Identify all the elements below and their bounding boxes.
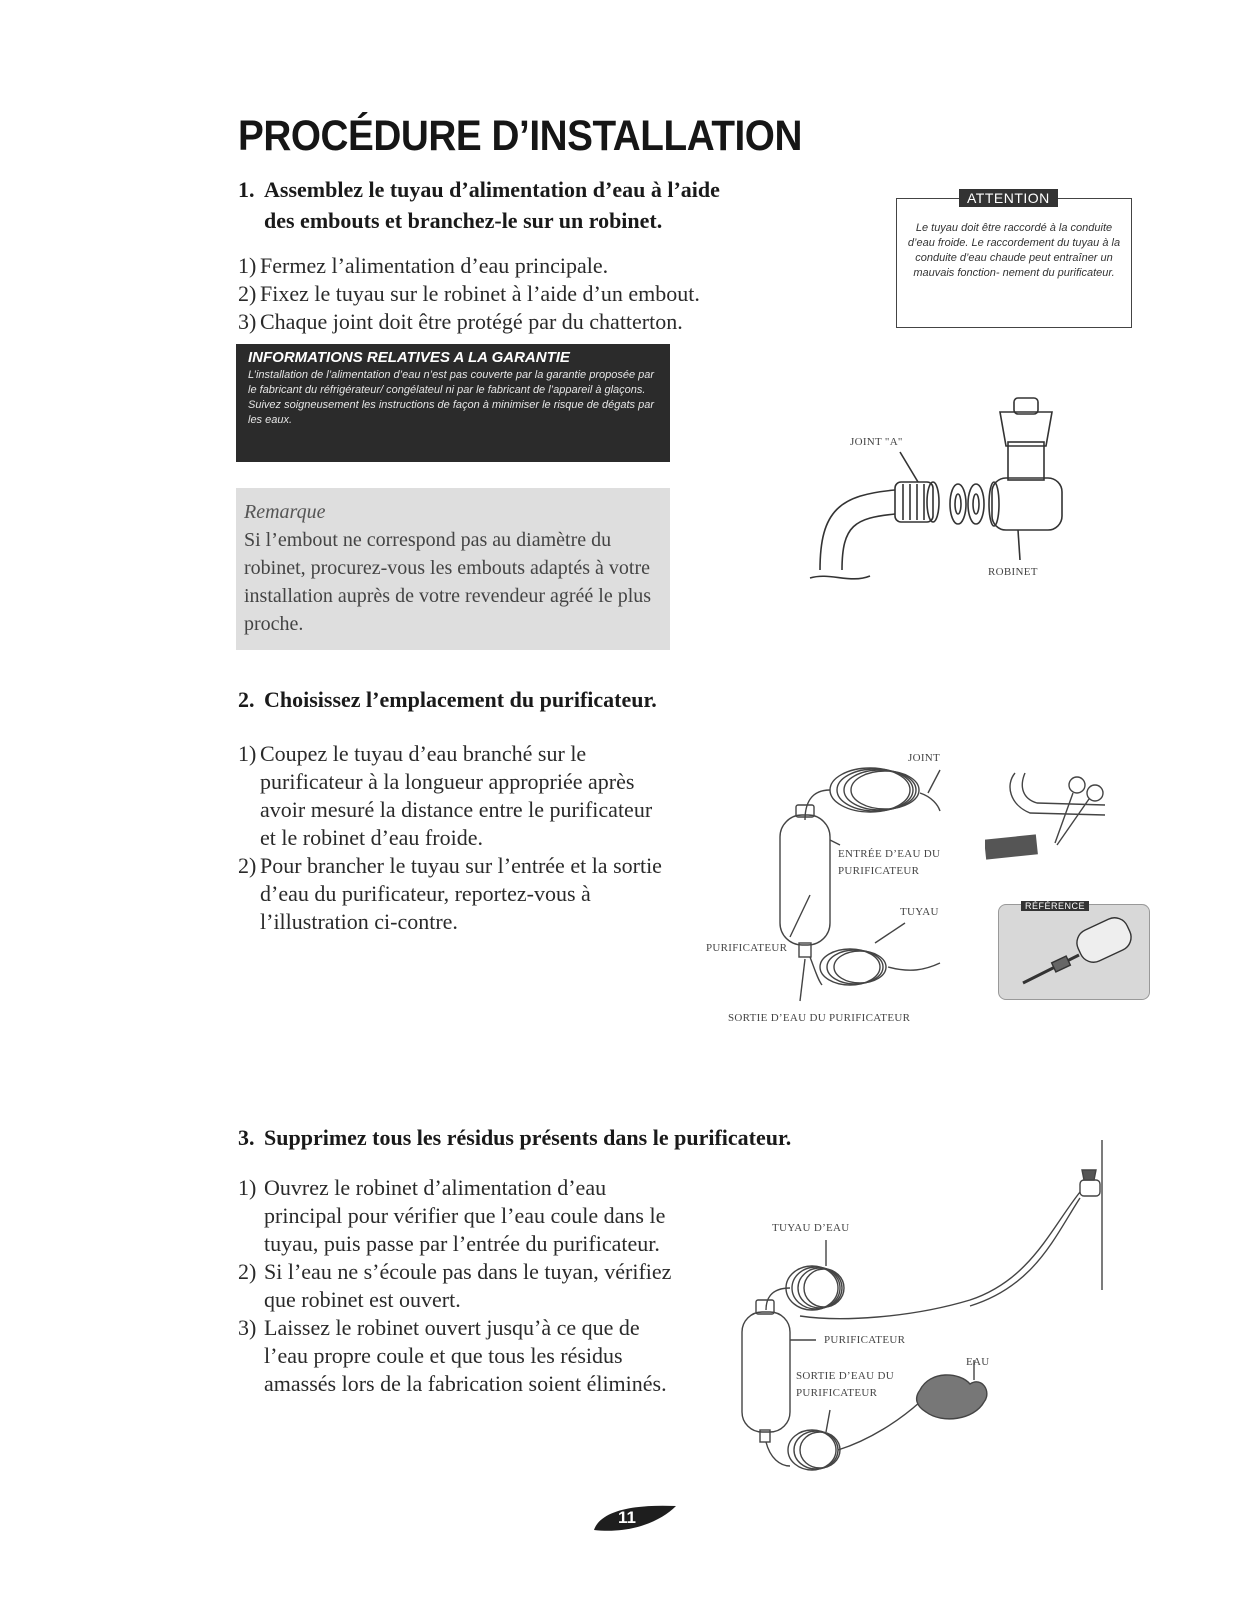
section-1-heading [238, 174, 838, 236]
water-label: EAU [966, 1356, 990, 1368]
note-title: Remarque [244, 501, 326, 523]
cut-hose-segment-icon [985, 834, 1038, 859]
purifier-cartridge-icon [780, 815, 830, 945]
washer-icon [950, 484, 966, 524]
reference-box [998, 901, 1150, 1000]
faucet-hose-illustration [800, 390, 1100, 590]
note-text: Si l’embout ne correspond pas au diamètre du robinet, procurez-vous les embouts adaptés à votre installation auprès de votre revendeur agréé le plus proche. [244, 529, 652, 635]
joint-a-label: JOINT "A" [850, 436, 903, 448]
list-item: 1) Ouvrez le robinet d’alimentation d’eau principal pour vérifier que l’eau coule dans le tuyau, puis passe par l’entrée du purificateur. [238, 1175, 666, 1256]
section-2-heading: 2. Choisissez l’emplacement du purificateur. [238, 684, 657, 715]
section-3-steps [238, 1174, 678, 1398]
purifier-cartridge-icon [742, 1312, 790, 1432]
purifier-outlet-label: SORTIE D’EAU DU PURIFICATEUR [728, 1012, 911, 1024]
reference-tag: RÉFÉRENCE [1021, 901, 1089, 911]
section-1-number: 1. [238, 177, 255, 202]
page-title: PROCÉDURE D’INSTALLATION [238, 112, 802, 160]
purifier-hose-illustration [700, 745, 1000, 1015]
attention-box [896, 190, 1132, 328]
purifier-flush-illustration [730, 1140, 1130, 1480]
list-item: 2) Pour brancher le tuyau sur l’entrée et la sortie d’eau du purificateur, reportez-vous à l’illustration ci-contre. [238, 853, 662, 934]
warranty-box [236, 344, 670, 462]
purifier-label: PURIFICATEUR [824, 1334, 906, 1346]
hose-label: TUYAU [900, 906, 939, 918]
list-item: 3) Chaque joint doit être protégé par du chatterton. [238, 309, 683, 334]
section-1 [238, 174, 838, 336]
note-box [236, 488, 670, 650]
section-1-heading-line2: des embouts et branchez-le sur un robinet. [264, 208, 663, 233]
scissors-icon [1069, 777, 1085, 793]
hose-coil-icon [788, 1430, 840, 1470]
section-3-number: 3. [238, 1125, 255, 1150]
hose-coil-icon [786, 1266, 844, 1310]
section-3-heading: 3. Supprimez tous les résidus présents dans le purificateur. [238, 1122, 791, 1153]
joint-label: JOINT [908, 752, 941, 764]
section-2-number: 2. [238, 687, 255, 712]
water-hose-label: TUYAU D’EAU [772, 1222, 850, 1234]
warranty-title: INFORMATIONS RELATIVES A LA GARANTIE [248, 349, 570, 366]
list-item: 2) Fixez le tuyau sur le robinet à l’aide d’un embout. [238, 281, 700, 306]
list-item: 3) Laissez le robinet ouvert jusqu’à ce que de l’eau propre coule et que tous les résidus amassés lors de la fabrication soient éliminés. [238, 1315, 667, 1396]
warranty-text: L’installation de l’alimentation d’eau n’est pas couverte par la garantie proposée par le fabricant du réfrigérateur/ congélateul ni par le fabricant de l’appareil à glaçons. Suivez soigneusement les instructions de façon à minimiser le risque de dégats par les eaux. [248, 369, 655, 426]
faucet-label: ROBINET [988, 566, 1038, 578]
faucet-icon [992, 478, 1062, 530]
section-1-steps [238, 252, 838, 336]
list-item: 2) Si l’eau ne s’écoule pas dans le tuyan, vérifiez que robinet est ouvert. [238, 1259, 672, 1312]
attention-label: ATTENTION [959, 189, 1058, 207]
purifier-label: PURIFICATEUR [706, 942, 788, 954]
purifier-connector-icon [1013, 915, 1137, 993]
hose-icon [800, 1192, 1080, 1319]
list-item: 1) Fermez l’alimentation d’eau principale. [238, 253, 609, 278]
list-item: 1) Coupez le tuyau d’eau branché sur le purificateur à la longueur appropriée après avoir mesuré la distance entre le purificateur et le robinet d’eau froide. [238, 741, 653, 850]
purifier-inlet-label: ENTRÉE D’EAU DU PURIFICATEUR [838, 848, 941, 877]
page-number: 11 [618, 1508, 636, 1527]
hose-coil-icon [820, 949, 886, 985]
attention-text: Le tuyau doit être raccordé à la conduite d’eau froide. Le raccordement du tuyau à la conduite d’eau chaude peut entraîner un mauvais fonction- nement du purificateur. [907, 222, 1121, 279]
purifier-outlet-label: SORTIE D’EAU DU PURIFICATEUR [796, 1370, 894, 1399]
scissors-cut-illustration [985, 765, 1125, 865]
section-2-steps [238, 740, 668, 936]
faucet-icon [1080, 1180, 1100, 1196]
hose-icon [820, 490, 895, 570]
hose-coil-icon [830, 768, 919, 812]
section-1-heading-line1: Assemblez le tuyau d’alimentation d’eau à l’aide [264, 177, 720, 202]
